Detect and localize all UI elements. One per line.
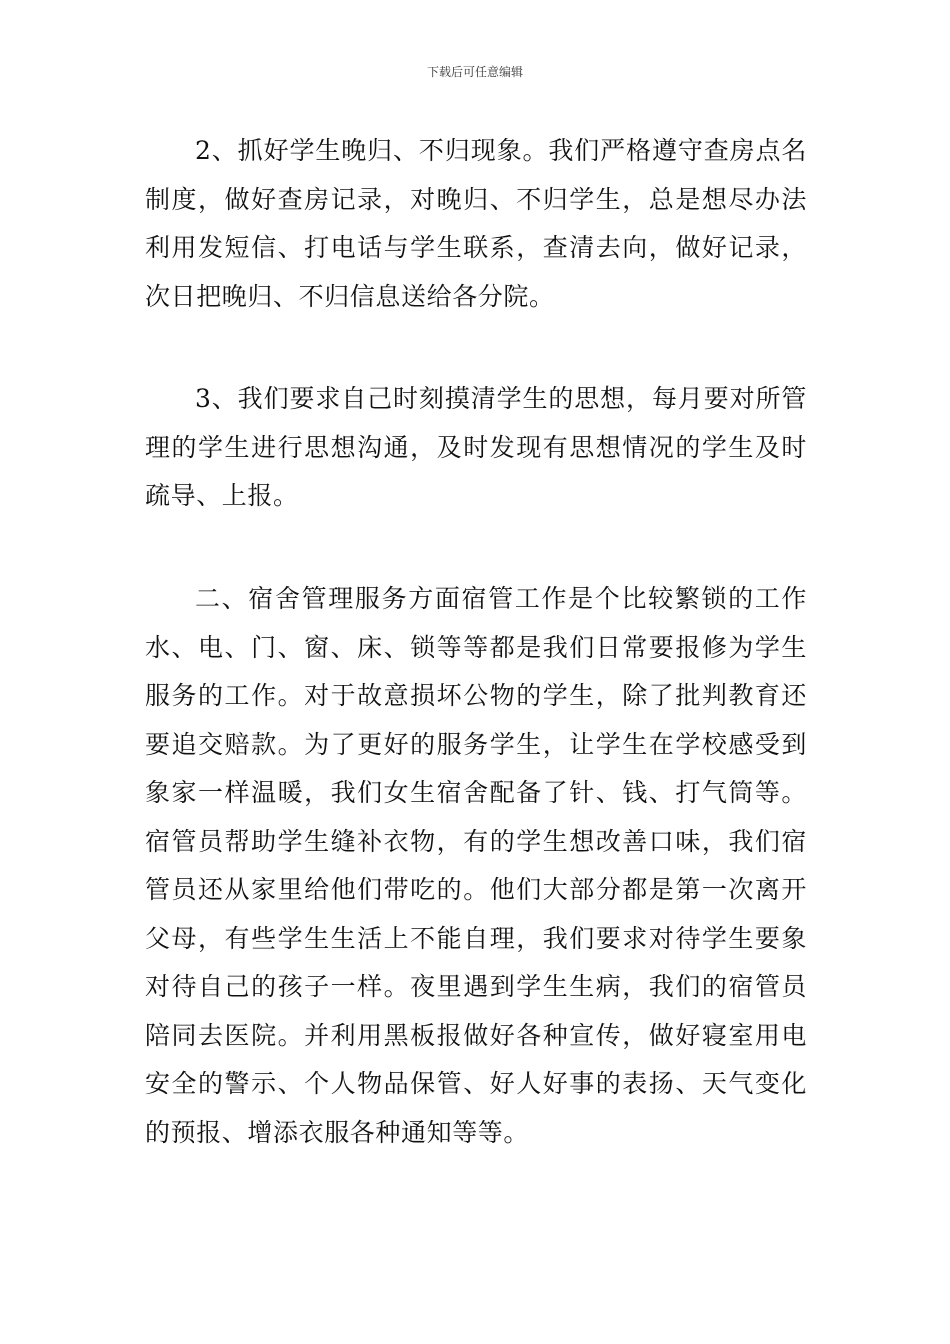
paragraph-late-return: 2、抓好学生晚归、不归现象。我们严格遵守查房点名制度，做好查房记录，对晚归、不归学生，总是想尽办法利用发短信、打电话与学生联系，查清去向，做好记录，次日把晚归、不归信息送给各分院。 [145,136,807,311]
paragraph-student-thoughts: 3、我们要求自己时刻摸清学生的思想，每月要对所管理的学生进行思想沟通，及时发现有思想情况的学生及时疏导、上报。 [145,384,807,510]
paragraph-dormitory-service: 二、宿舍管理服务方面宿管工作是个比较繁锁的工作水、电、门、窗、床、锁等等都是我们日常要报修为学生服务的工作。对于故意损坏公物的学生，除了批判教育还要追交赔款。为了更好的服务学生，让学生在学校感受到象家一样温暖，我们女生宿舍配备了针、钱、打气筒等。宿管员帮助学生缝补衣物，有的学生想改善口味，我们宿管员还从家里给他们带吃的。他们大部分都是第一次离开父母，有些学生生活上不能自理，我们要求对待学生要象对待自己的孩子一样。夜里遇到学生生病，我们的宿管员陪同去医院。并利用黑板报做好各种宣传，做好寝室用电安全的警示、个人物品保管、好人好事的表扬、天气变化的预报、增添衣服各种通知等等。 [145,584,807,1147]
page-header: 下载后可任意编辑 [426,65,523,79]
